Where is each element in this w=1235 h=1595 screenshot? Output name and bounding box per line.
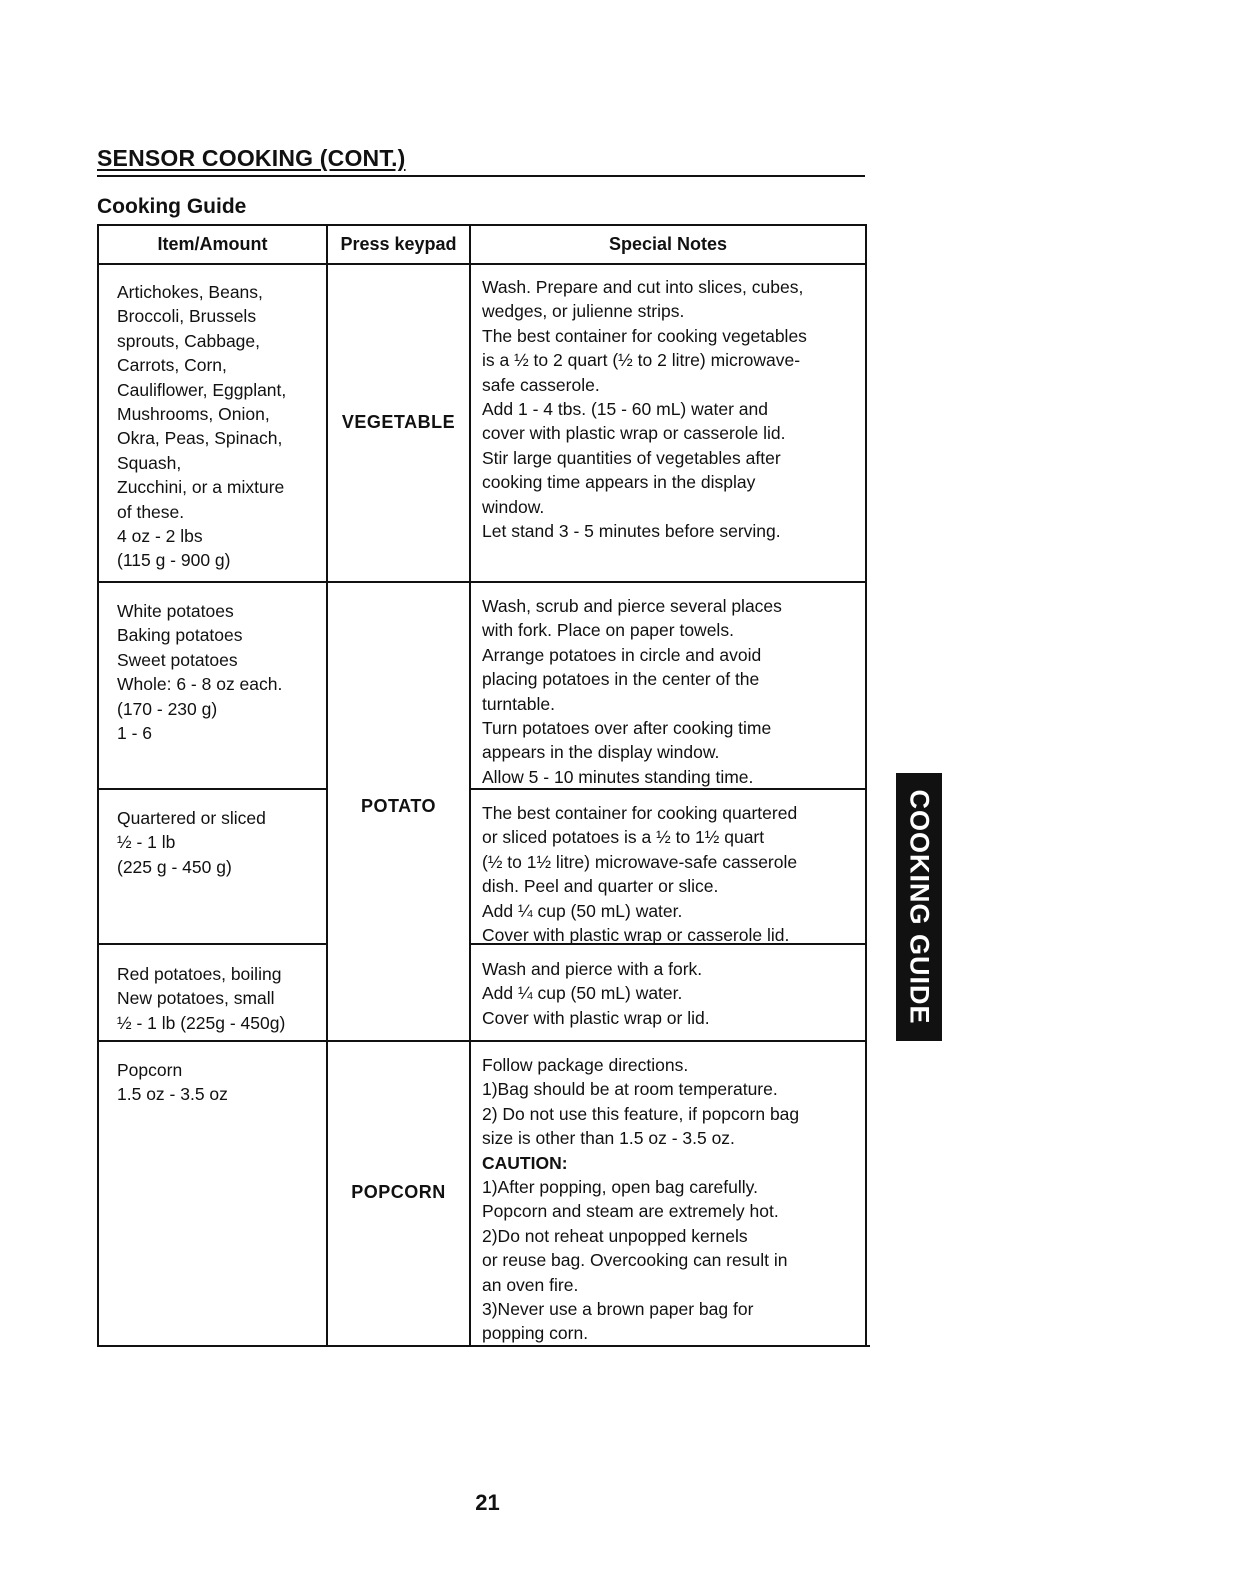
keypad-vegetable: VEGETABLE (341, 412, 456, 432)
item-red-potatoes: Red potatoes, boiling New potatoes, small ½ - 1 lb (225g - 450g) (117, 964, 286, 1033)
side-tab (896, 773, 942, 1041)
notes-red-potatoes: Wash and pierce with a fork. Add ¼ cup (50 mL) water. Cover with plastic wrap or lid. (482, 959, 710, 1028)
sub-title: Cooking Guide (97, 195, 247, 218)
row-divider-4 (97, 1040, 866, 1042)
table-right-border (865, 224, 867, 1347)
notes-quartered-potatoes: The best container for cooking quartered or sliced potatoes is a ½ to 1½ quart (½ to 1½ litre) microwave-safe casserole dish. Peel and quarter or slice. Add ¼ cup (50 mL) water. Cover with plastic wrap or casserole lid. (482, 803, 798, 946)
notes-vegetables: Wash. Prepare and cut into slices, cubes, wedges, or julienne strips. The best container for cooking vegetables is a ½ to 2 quart (½ to 2 litre) microwave- safe casserole. Add 1 - 4 tbs. (15 - 60 mL) water and cover with plastic wrap or casserole lid. Stir large quantities of vegetables after cooking time appears in the display window. Let stand 3 - 5 minutes before serving. (482, 277, 807, 542)
keypad-popcorn: POPCORN (351, 1182, 446, 1202)
page-number (0, 1490, 1235, 1516)
section-title: SENSOR COOKING (CONT.) (97, 142, 865, 177)
notes-whole-potatoes: Wash, scrub and pierce several places with fork. Place on paper towels. Arrange potatoes in circle and avoid placing potatoes in the center of the turntable. Turn potatoes over after cooking time appears in the display window. Allow 5 - 10 minutes standing time. (482, 596, 782, 787)
item-popcorn: Popcorn 1.5 oz - 3.5 oz (117, 1060, 228, 1105)
header-bottom-border (97, 263, 866, 265)
item-quartered-potatoes: Quartered or sliced ½ - 1 lb (225 g - 450 g) (117, 808, 266, 877)
notes-popcorn-caution-text: 1)After popping, open bag carefully. Popcorn and steam are extremely hot. 2)Do not reheat unpopped kernels or reuse bag. Overcooking can result in an oven fire. 3)Never use a brown paper bag for popping corn. (482, 1177, 788, 1344)
notes-popcorn-directions: Follow package directions. 1)Bag should be at room temperature. 2) Do not use this feature, if popcorn bag size is other than 1.5 oz - 3.5 oz. (482, 1055, 800, 1149)
row-divider-2a (97, 788, 328, 790)
side-tab-label: COOKING GUIDE (904, 789, 935, 1025)
notes-popcorn-caution-label: CAUTION: (482, 1152, 568, 1173)
page-number-text: 21 (475, 1490, 500, 1515)
column-divider-1 (326, 224, 328, 1347)
column-header-item: Item/Amount (157, 234, 268, 254)
table-left-border (97, 224, 99, 1347)
item-vegetables: Artichokes, Beans, Broccoli, Brussels sprouts, Cabbage, Carrots, Corn, Cauliflower, Eggplant, Mushrooms, Onion, Okra, Peas, Spinach, Squash, Zucchini, or a mixture of these. 4 oz - 2 lbs (115 g - 900 g) (117, 282, 287, 571)
row-divider-1 (97, 581, 866, 583)
column-header-keypad: Press keypad (340, 234, 457, 254)
row-divider-3a (97, 943, 328, 945)
keypad-potato: POTATO (361, 796, 436, 816)
item-whole-potatoes: White potatoes Baking potatoes Sweet potatoes Whole: 6 - 8 oz each. (170 - 230 g) 1 - 6 (117, 601, 283, 744)
column-header-notes: Special Notes (608, 234, 728, 254)
column-divider-2 (469, 224, 471, 1347)
notes-popcorn (482, 1053, 865, 1346)
